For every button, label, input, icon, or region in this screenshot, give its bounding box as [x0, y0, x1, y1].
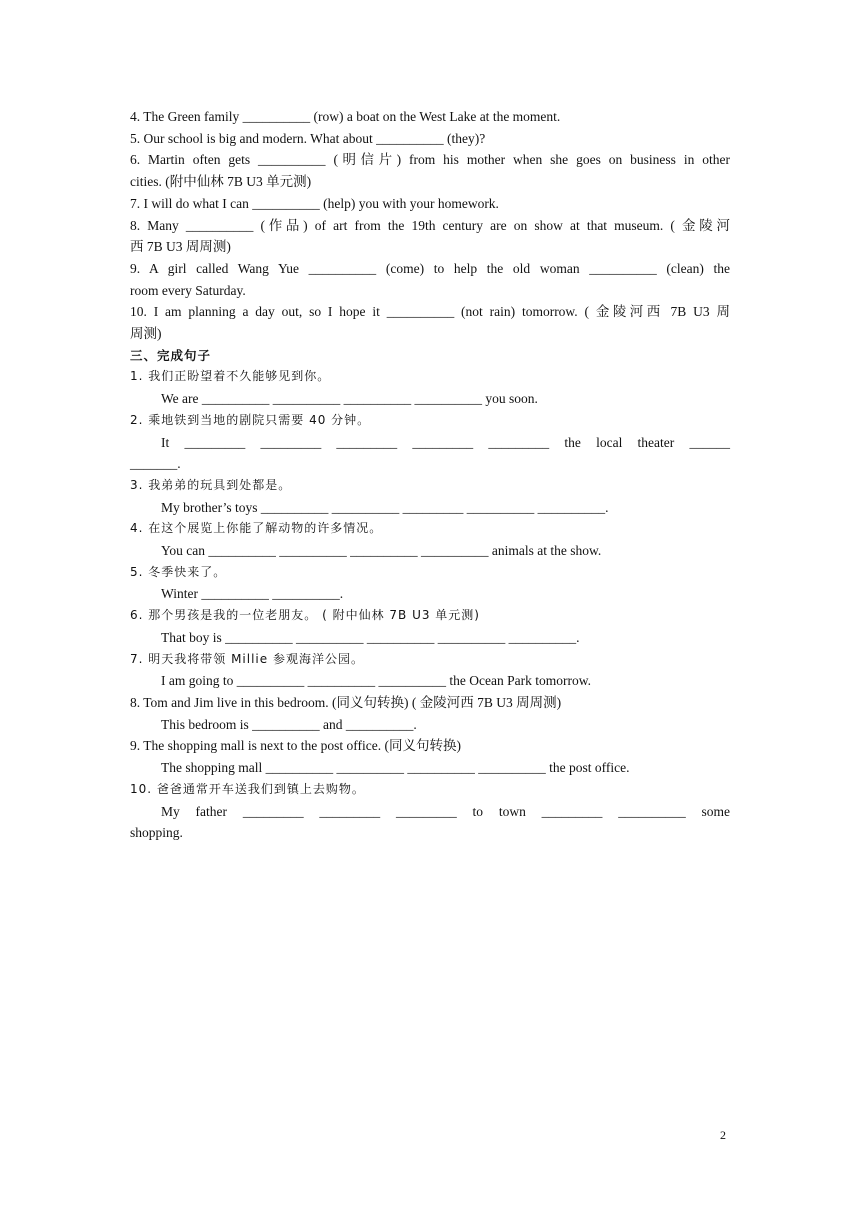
- item-1-prompt: 1. 我们正盼望着不久能够见到你。: [130, 369, 331, 384]
- item-10-prompt: 10. 爸爸通常开车送我们到镇上去购物。: [130, 781, 365, 796]
- question-10-line2: 周测): [130, 326, 162, 342]
- question-4: 4. The Green family __________ (row) a boat on the West Lake at the moment.: [130, 109, 561, 124]
- question-6-line1: 6. Martin often gets __________ (明信片) from his mother when she goes on business in other: [130, 152, 730, 168]
- item-1-sentence: We are __________ __________ __________ __________ you soon.: [161, 391, 538, 407]
- question-9-line1: 9. A girl called Wang Yue __________ (come) to help the old woman __________ (clean) the: [130, 260, 730, 276]
- question-8-line2: 西 7B U3 周周测): [130, 239, 231, 255]
- item-6-sentence: That boy is __________ __________ __________ __________ __________.: [161, 629, 580, 645]
- item-7-prompt: 7. 明天我将带领 Millie 参观海洋公园。: [130, 651, 364, 666]
- item-6-prompt: 6. 那个男孩是我的一位老朋友。 ( 附中仙林 7B U3 单元测): [130, 608, 480, 623]
- item-2-sentence-cont: _______.: [130, 456, 181, 472]
- question-8-line1: 8. Many __________ (作品) of art from the 19th century are on show at that museum. ( 金陵河: [130, 217, 730, 233]
- item-8-sentence: This bedroom is __________ and __________.: [161, 716, 417, 732]
- item-10-sentence-cont: shopping.: [130, 825, 183, 841]
- item-7-sentence: I am going to __________ __________ __________ the Ocean Park tomorrow.: [161, 673, 591, 689]
- item-5-sentence: Winter __________ __________.: [161, 586, 344, 602]
- item-5-prompt: 5. 冬季快来了。: [130, 564, 227, 579]
- item-9-sentence: The shopping mall __________ __________ __________ __________ the post office.: [161, 760, 630, 776]
- question-5: 5. Our school is big and modern. What about __________ (they)?: [130, 130, 486, 146]
- document-page: [130, 106, 730, 844]
- section-title: 三、完成句子: [130, 347, 212, 363]
- question-9-line2: room every Saturday.: [130, 282, 246, 298]
- item-3-prompt: 3. 我弟弟的玩具到处都是。: [130, 477, 292, 492]
- item-2-sentence: It _________ _________ _________ _________ _________ the local theater ______: [161, 434, 730, 450]
- item-8-prompt: 8. Tom and Jim live in this bedroom. (同义句转换) ( 金陵河西 7B U3 周周测): [130, 694, 562, 710]
- item-2-prompt: 2. 乘地铁到当地的剧院只需要 40 分钟。: [130, 412, 371, 427]
- question-7: 7. I will do what I can __________ (help) you with your homework.: [130, 195, 499, 211]
- page-number: 2: [720, 1128, 726, 1142]
- item-4-sentence: You can __________ __________ __________ __________ animals at the show.: [161, 543, 602, 559]
- item-4-prompt: 4. 在这个展览上你能了解动物的许多情况。: [130, 521, 383, 536]
- item-3-sentence: My brother’s toys __________ __________ _________ __________ __________.: [161, 499, 609, 515]
- item-9-prompt: 9. The shopping mall is next to the post office. (同义句转换): [130, 738, 461, 754]
- question-6-line2: cities. (附中仙林 7B U3 单元测): [130, 174, 312, 190]
- item-10-sentence: My father _________ _________ _________ to town _________ __________ some: [161, 803, 730, 819]
- question-10-line1: 10. I am planning a day out, so I hope it __________ (not rain) tomorrow. ( 金陵河西 7B U3 周: [130, 304, 730, 320]
